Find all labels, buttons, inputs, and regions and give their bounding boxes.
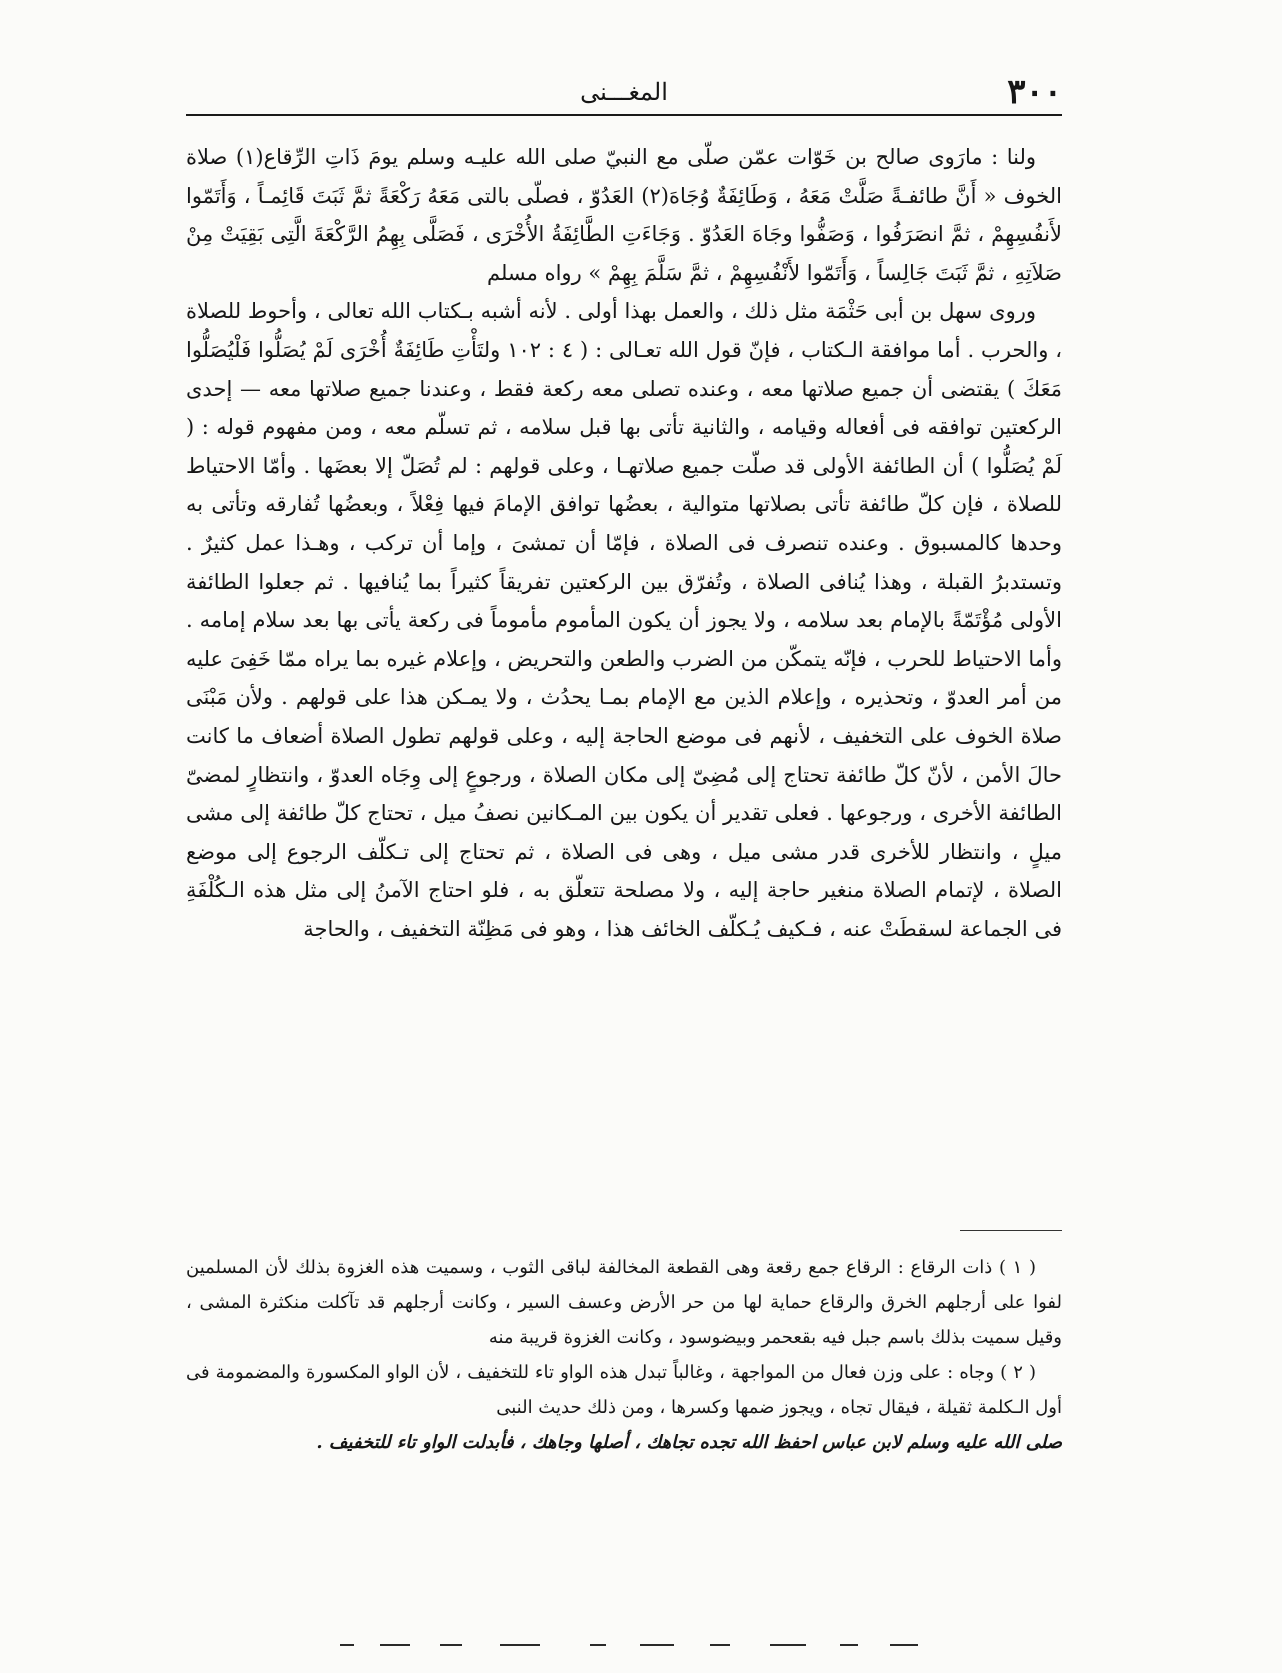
- running-title: المغـــنى: [580, 78, 668, 106]
- main-text: [186, 138, 1062, 948]
- page-header: [186, 72, 1062, 112]
- paragraph: وروى سهل بن أبى حَثْمَة مثل ذلك ، والعمل بهذا أولى . لأنه أشبه بـكتاب الله تعالى ، وأحوط للصلاة ، والحرب . أما موافقة الـكتاب ، فإنّ قول الله تعـالى : ( ٤ : ١٠٢ ولتَأْتِ طَائِفَةٌ أُخْرَى لَمْ يُصَلُّوا فَلْيُصَلُّوا مَعَكَ ) يقتضى أن جميع صلاتها معه ، وعنده تصلى معه ركعة فقط ، وعندنا جميع صلاتها معه — إحدى الركعتين توافقه فى أفعاله وقيامه ، والثانية تأتى بها قبل سلامه ، ثم تسلّم معه ، ومن مفهوم قوله : ( لَمْ يُصَلُّوا ) أن الطائفة الأولى قد صلّت جميع صلاتهـا ، وعلى قولهم : لم تُصَلّ إلا بعضَها . وأمّا الاحتياط للصلاة ، فإن كلّ طائفة تأتى بصلاتها متوالية ، بعضُها توافق الإمامَ فيها فِعْلاً ، وبعضُها تُفارقه وتأتى به وحدها كالمسبوق . وعنده تنصرف فى الصلاة ، فإمّا أن تمشىَ ، وإما أن تركب ، وهـذا عمل كثيرٌ . وتستدبرُ القبلة ، وهذا يُنافى الصلاة ، وتُفرّق بين الركعتين تفريقاً كثيراً بما يُنافيها . ثم جعلوا الطائفة الأولى مُؤْتَمّةً بالإمام بعد سلامه ، ولا يجوز أن يكون المأموم مأموماً فى ركعة يأتى بها بعد سلام إمامه . وأما الاحتياط للحرب ، فإنّه يتمكّن من الضرب والطعن والتحريض ، وإعلام غيره بما يراه ممّا خَفِىَ عليه من أمر العدوّ ، وتحذيره ، وإعلام الذين مع الإمام بمـا يحدُث ، ولا يمـكن هذا على قولهم . ولأن مَبْنَى صلاة الخوف على التخفيف ، لأنهم فى موضع الحاجة إليه ، وعلى قولهم تطول الصلاة أضعاف ما كانت حالَ الأمن ، لأنّ كلّ طائفة تحتاج إلى مُضِىّ إلى مكان الصلاة ، ورجوعٍ إلى وِجَاه العدوّ ، وانتظارٍ لمضىّ الطائفة الأخرى ، ورجوعها . فعلى تقدير أن يكون بين المـكانين نصفُ ميل ، تحتاج كلّ طائفة إلى مشى ميلٍ ، وانتظار للأخرى قدر مشى ميل ، وهى فى الصلاة ، ثم تحتاج إلى تـكلّف الرجوع إلى موضع الصلاة ، لإتمام الصلاة منغير حاجة إليه ، ولا مصلحة تتعلّق به ، فلو احتاج الآمنُ إلى مثل هذه الـكُلْفَةِ فى الجماعة لسقطَتْ عنه ، فـكيف يُـكلّف الخائف هذا ، وهو فى مَظِنّة التخفيف ، والحاجة: [186, 299, 1062, 941]
- scan-mark: [710, 1644, 730, 1646]
- page-number: ٣٠٠: [1007, 72, 1062, 112]
- paragraph: ولنا : مارَوى صالح بن خَوّات عمّن صلّى مع النبيّ صلى الله عليـه وسلم يومَ ذَاتِ الرِّقاع(١) صلاة الخوف « أَنَّ طائفـةً صَلَّتْ مَعَهُ ، وَطَائِفَةٌ وُجَاهَ(٢) العَدُوّ ، فصلّى بالتى مَعَهُ رَكْعَةً ثمَّ ثَبَتَ قَائِمـاً ، وَأَتَمّوا لأَنفُسِهِمْ ، ثمَّ انصَرَفُوا ، وَصَفُّوا وجَاهَ العَدُوّ . وَجَاءَتِ الطَّائِفَةُ الأُخْرَى ، فَصَلَّى بِهِمُ الرَّكْعَةَ الَّتِى بَقِيَتْ مِنْ صَلاَتِهِ ، ثمَّ ثَبَتَ جَالِساً ، وَأَتَمّوا لأَنْفُسِهِمْ ، ثمَّ سَلَّمَ بِهِمْ » رواه مسلم: [186, 145, 1062, 285]
- footnote-2-handwritten-continuation: صلى الله عليه وسلم لابن عباس احفظ الله تجده تجاهك ، أصلها وجاهك ، فأبدلت الواو تاء للتخفيف .: [316, 1432, 1062, 1453]
- scan-mark: [340, 1644, 354, 1646]
- scan-mark: [500, 1644, 540, 1646]
- scan-mark: [380, 1644, 410, 1646]
- header-rule: [186, 114, 1062, 116]
- footnote-1: ( ١ ) ذات الرقاع : الرقاع جمع رقعة وهى القطعة المخالفة لباقى الثوب ، وسميت هذه الغزوة بذلك لأن المسلمين لفوا على أرجلهم الخرق والرقاع حماية لها من حر الأرض وعسف السير ، وكانت أرجلهم قد تآكلت منكثرة المشى ، وقيل سميت بذلك باسم جبل فيه بقعحمر وبيضوسود ، وكانت الغزوة قريبة منه: [186, 1257, 1062, 1348]
- footnotes: [186, 1250, 1062, 1460]
- scan-mark: [590, 1644, 606, 1646]
- scan-mark: [770, 1644, 806, 1646]
- footnote-separator: [960, 1230, 1062, 1231]
- footnote-2: ( ٢ ) وجاه : على وزن فعال من المواجهة ، وغالباً تبدل هذه الواو تاء للتخفيف ، لأن الواو المكسورة والمضمومة فى أول الـكلمة ثقيلة ، فيقال تجاه ، ويجوز ضمها وكسرها ، ومن ذلك حديث النبى: [186, 1362, 1062, 1418]
- scan-mark: [640, 1644, 674, 1646]
- scan-mark: [890, 1644, 918, 1646]
- scan-artifact-marks: [300, 1642, 1000, 1648]
- scan-mark: [440, 1644, 462, 1646]
- scan-mark: [840, 1644, 858, 1646]
